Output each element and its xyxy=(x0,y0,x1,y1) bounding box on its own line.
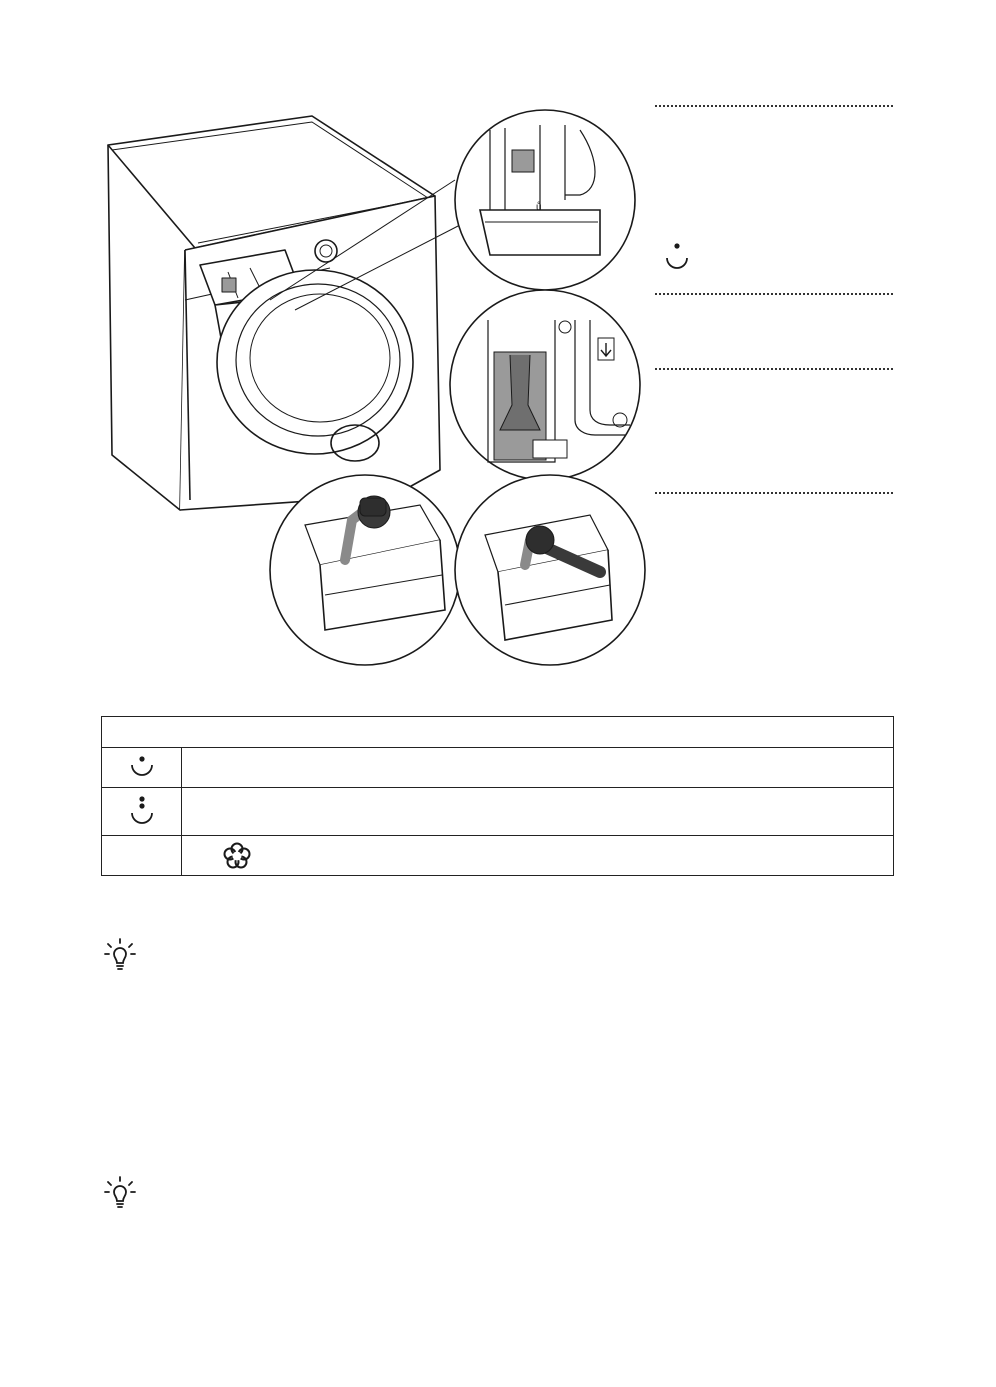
table-symbol-cell xyxy=(102,748,182,787)
side-rule-3 xyxy=(655,368,893,370)
side-rule-2 xyxy=(655,293,893,295)
main-wash-icon xyxy=(127,755,157,781)
prewash-dot-icon xyxy=(662,240,692,274)
softener-flower-icon xyxy=(222,841,252,871)
side-rule-1 xyxy=(655,105,893,107)
table-description-cell xyxy=(182,836,893,875)
zoom-circle-drawer-left xyxy=(270,475,460,665)
side-rule-4 xyxy=(655,492,893,494)
lightbulb-icon xyxy=(102,1175,138,1211)
table-row xyxy=(102,835,893,875)
zoom-circle-drawer-right xyxy=(455,475,645,665)
lightbulb-icon xyxy=(102,937,138,973)
table-row xyxy=(102,747,893,787)
symbol-table xyxy=(101,716,894,876)
table-description-cell xyxy=(182,788,893,835)
prewash-dot-icon xyxy=(127,795,157,829)
table-row xyxy=(102,787,893,835)
table-symbol-cell xyxy=(102,788,182,835)
table-header-row xyxy=(102,717,893,747)
machine-door xyxy=(217,270,413,454)
zoom-circle-siphon xyxy=(450,290,640,480)
table-symbol-cell xyxy=(102,836,182,875)
table-description-cell xyxy=(182,748,893,787)
zoom-circle-dispenser xyxy=(455,110,635,290)
svg-text:ů: ů xyxy=(536,202,542,213)
